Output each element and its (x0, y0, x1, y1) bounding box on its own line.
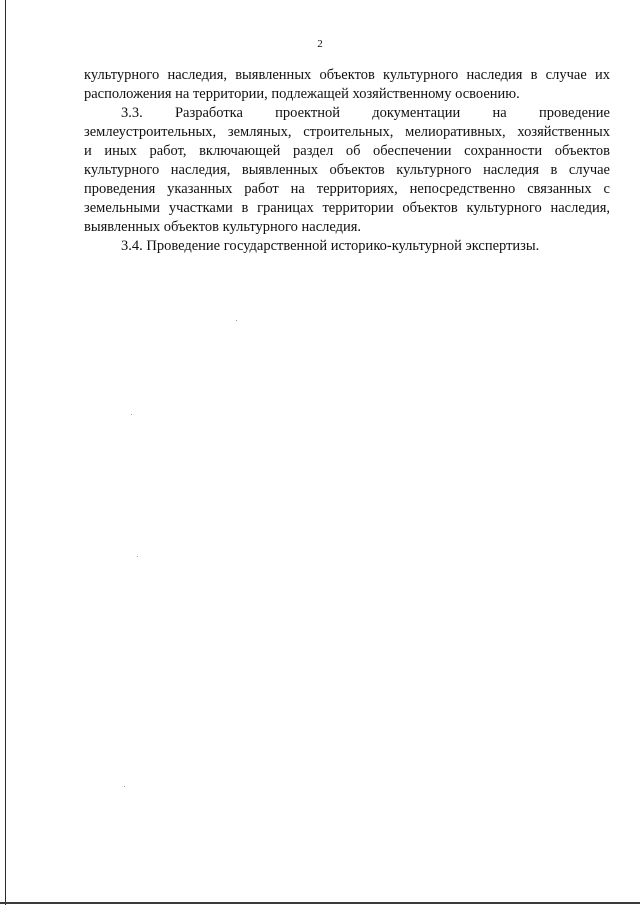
text-line-9: выявленных объектов культурного наследия. (84, 219, 362, 235)
text-line-4: землеустроительных, земляных, строительных, мелиоративных, хозяйственных (84, 124, 610, 140)
text-line-2: расположения на территории, подлежащей хозяйственному освоению. (84, 86, 520, 102)
page-number: 2 (317, 38, 323, 50)
text-line-6: культурного наследия, выявленных объектов культурного наследия в случае (84, 162, 610, 178)
text-line-5: и иных работ, включающей раздел об обеспечении сохранности объектов (84, 143, 610, 159)
scan-speck (124, 786, 125, 787)
text-line-10: 3.4. Проведение государственной историко-культурной экспертизы. (121, 238, 540, 254)
scan-left-border (5, 0, 6, 905)
text-line-8: земельными участками в границах территории объектов культурного наследия, (84, 200, 610, 216)
scan-speck (131, 414, 132, 415)
text-line-1: культурного наследия, выявленных объектов культурного наследия в случае их (84, 67, 610, 83)
text-line-3: 3.3. Разработка проектной документации на проведение (121, 105, 610, 121)
text-line-7: проведения указанных работ на территориях, непосредственно связанных с (84, 181, 610, 197)
scan-speck (137, 556, 138, 557)
scan-bottom-border (0, 902, 640, 904)
scan-speck (236, 320, 237, 321)
